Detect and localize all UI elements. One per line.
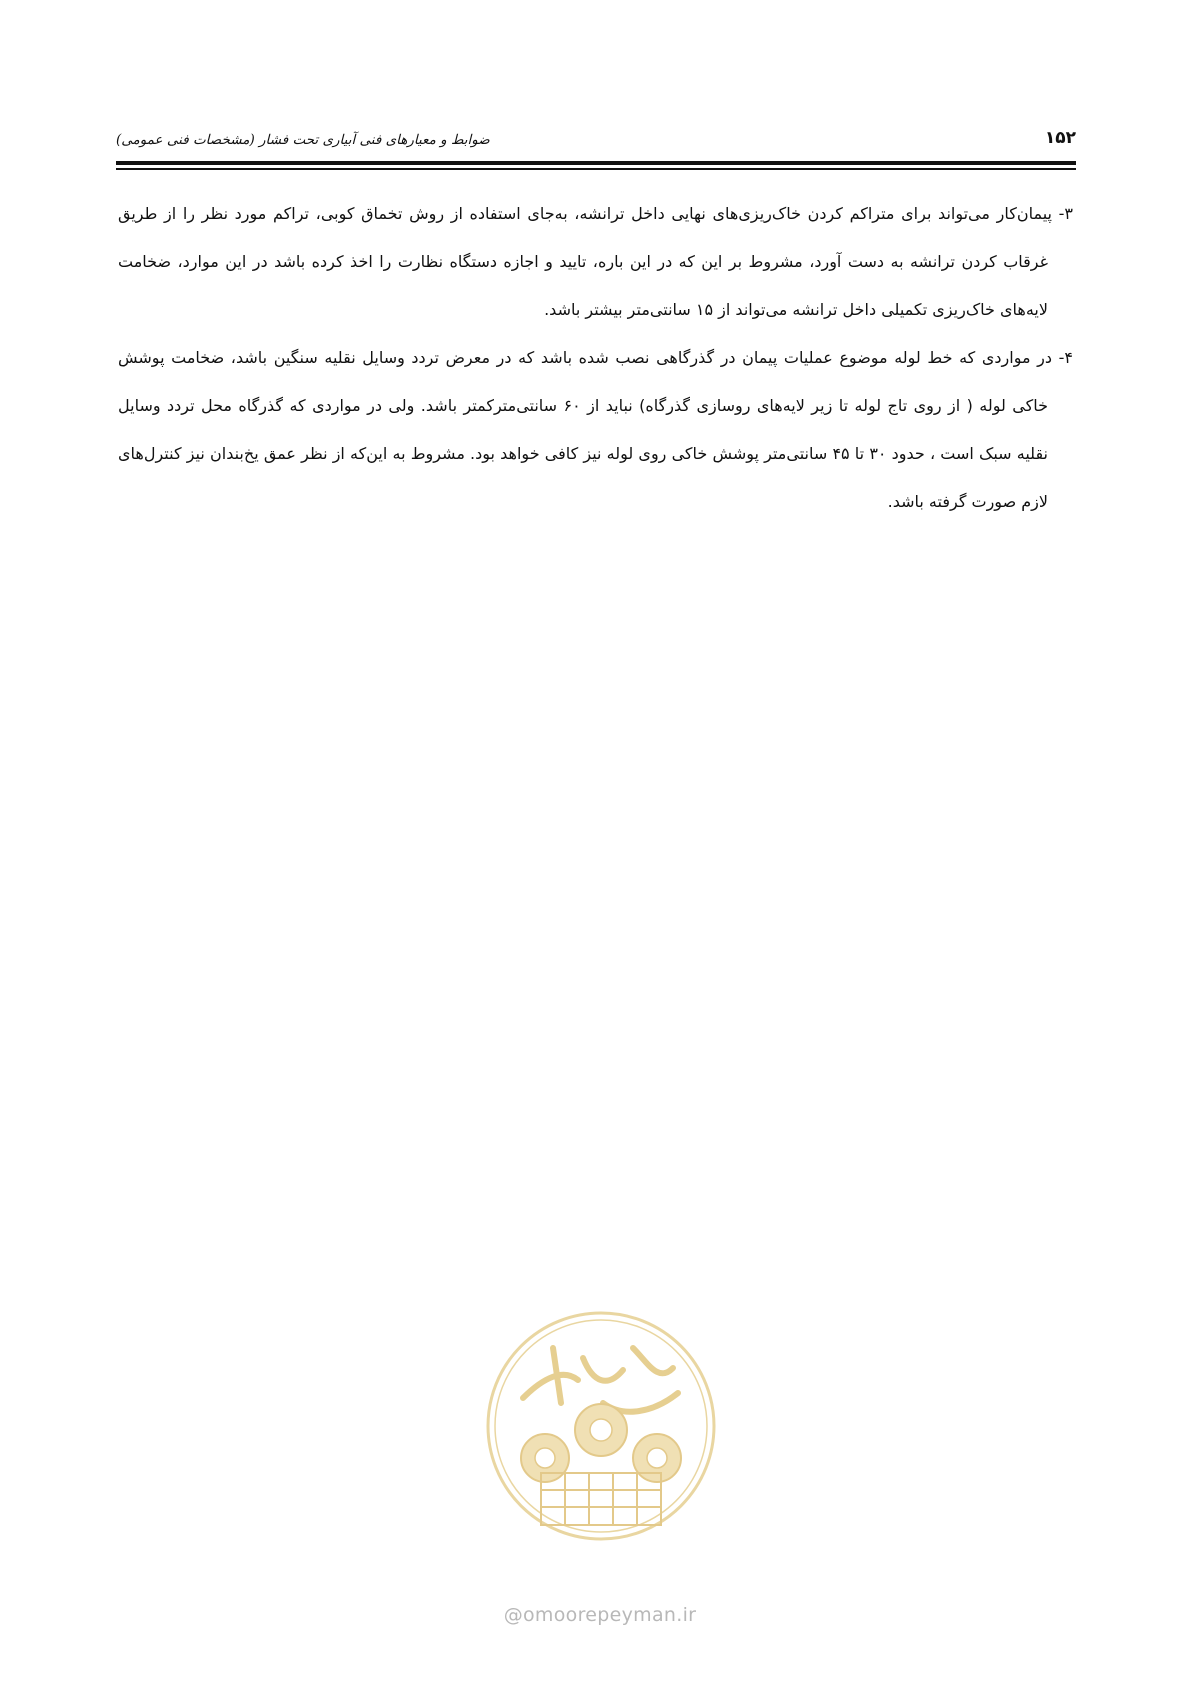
running-title: ضوابط و معیارهای فنی آبیاری تحت فشار (مشخصات فنی عمومی): [116, 132, 490, 148]
watermark-logo: [483, 1308, 719, 1544]
watermark-site: @omoorepeyman.ir: [503, 1604, 697, 1626]
header-rule-thick: [116, 161, 1076, 165]
list-item: ۴- در مواردی که خط لوله موضوع عملیات پیمان در گذرگاهی نصب شده باشد که در معرض تردد وسایل نقلیه سنگین باشد، ضخامت پوشش خاکی لوله ( از روی تاج لوله تا زیر لایه‌های روسازی گذرگاه) نباید از ۶۰ سانتی‌مترکمتر باشد. ولی در مواردی که گذرگاه محل تردد وسایل نقلیه سبک است ، حدود ۳۰ تا ۴۵ سانتی‌متر پوشش خاکی روی لوله نیز کافی خواهد بود. مشروط به این‌که از نظر عمق یخ‌بندان نیز کنترل‌های لازم صورت گرفته باشد.: [118, 348, 1073, 511]
body-text: [118, 190, 1073, 526]
page-number: ۱۵۲: [1044, 128, 1076, 148]
at-icon: @: [503, 1604, 523, 1626]
list-item: ۳- پیمان‌کار می‌تواند برای متراکم کردن خاک‌ریزی‌های نهایی داخل ترانشه، به‌جای استفاده از روش تخماق کوبی، تراکم مورد نظر را از طریق غرقاب کردن ترانشه به دست آورد، مشروط بر این که در این باره، تایید و اجازه دستگاه نظارت را اخذ کرده باشد در این موارد، ضخامت لایه‌های خاک‌ریزی تکمیلی داخل ترانشه می‌تواند از ۱۵ سانتی‌متر بیشتر باشد.: [118, 204, 1073, 319]
page-header: [116, 128, 1076, 160]
header-rule-thin: [116, 168, 1076, 170]
